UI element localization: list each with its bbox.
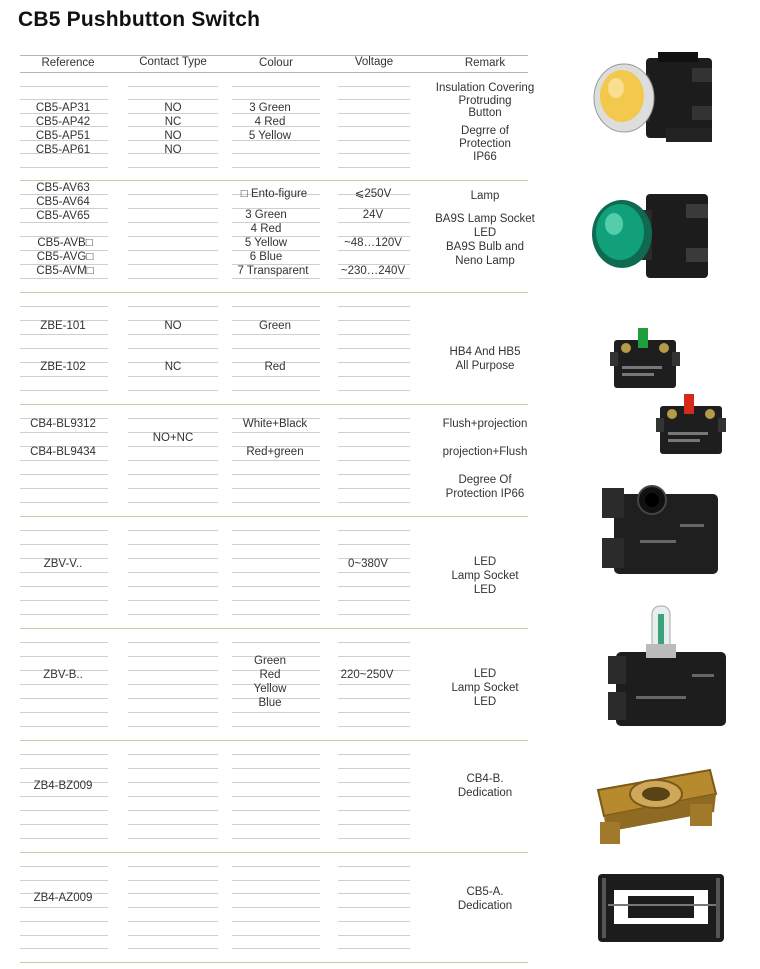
colour-cell: Blue: [258, 697, 282, 709]
row-rule: [338, 782, 410, 783]
row-rule: [20, 348, 108, 349]
row-rule: [232, 572, 320, 573]
colour-cell: 6 Blue: [249, 251, 283, 263]
row-rule: [338, 684, 410, 685]
row-rule: [20, 306, 108, 307]
contact-cell: NO: [164, 130, 182, 142]
row-rule: [232, 348, 320, 349]
remark-line: Dedication: [457, 900, 513, 912]
row-rule: [128, 376, 218, 377]
row-rule: [20, 948, 108, 949]
ref-cell: ZBV-V..: [43, 558, 83, 570]
mounting-base-zb4az009-image: [594, 868, 729, 948]
row-rule: [128, 698, 218, 699]
row-rule: [128, 614, 218, 615]
voltage-cell: 0~380V: [348, 558, 388, 570]
ref-cell: CB5-AP51: [35, 130, 91, 142]
row-rule: [338, 838, 410, 839]
contact-block-green-image: [608, 326, 683, 391]
row-rule: [338, 935, 410, 936]
row-rule: [338, 656, 410, 657]
row-rule: [232, 866, 320, 867]
ref-cell: CB5-AP61: [35, 144, 91, 156]
row-rule: [232, 838, 320, 839]
led-lamp-holder-zbvm3-image: [606, 604, 731, 729]
row-rule: [232, 614, 320, 615]
row-rule: [232, 712, 320, 713]
row-rule: [338, 306, 410, 307]
row-rule: [20, 712, 108, 713]
row-rule: [232, 921, 320, 922]
row-rule: [20, 502, 108, 503]
row-rule: [338, 754, 410, 755]
remark-line: LED: [473, 556, 497, 568]
row-rule: [128, 824, 218, 825]
row-rule: [20, 921, 108, 922]
remark-line: BA9S Bulb and: [445, 241, 524, 253]
ref-cell: CB5-AVM□: [36, 265, 94, 277]
contact-block-red-image: [654, 392, 729, 457]
ref-cell: CB5-AV63: [36, 182, 90, 194]
row-rule: [338, 544, 410, 545]
ref-cell: ZBE-101: [40, 320, 86, 332]
row-rule: [20, 530, 108, 531]
row-rule: [338, 376, 410, 377]
row-rule: [128, 880, 218, 881]
header-top-rule: [20, 55, 528, 56]
row-rule: [128, 838, 218, 839]
ref-cell: CB5-AVG□: [36, 251, 94, 263]
row-rule: [128, 907, 218, 908]
colour-cell: Red+green: [246, 446, 304, 458]
colour-cell: 4 Red: [250, 223, 282, 235]
row-rule: [128, 502, 218, 503]
row-rule: [20, 796, 108, 797]
row-rule: [338, 446, 410, 447]
colour-cell: Red: [264, 361, 286, 373]
row-rule: [20, 572, 108, 573]
row-rule: [20, 907, 108, 908]
row-rule: [338, 153, 410, 154]
header-colour: Colour: [259, 57, 293, 69]
row-rule: [20, 824, 108, 825]
row-rule: [128, 684, 218, 685]
group-divider: [20, 740, 528, 741]
remark-line: Lamp Socket: [451, 682, 519, 694]
row-rule: [338, 418, 410, 419]
pilot-lamp-green-image: [586, 182, 716, 292]
ref-cell: CB5-AP42: [35, 116, 91, 128]
row-rule: [232, 796, 320, 797]
remark-line: Dedication: [457, 787, 513, 799]
row-rule: [128, 754, 218, 755]
row-rule: [232, 782, 320, 783]
row-rule: [20, 642, 108, 643]
pushbutton-yellow-image: [588, 48, 718, 148]
row-rule: [232, 86, 320, 87]
row-rule: [338, 140, 410, 141]
group-divider: [20, 962, 528, 963]
header-remark: Remark: [464, 57, 506, 69]
row-rule: [232, 306, 320, 307]
row-rule: [232, 880, 320, 881]
remark-line: LED: [473, 668, 497, 680]
row-rule: [338, 222, 410, 223]
header-contact-type: Contact Type: [139, 56, 207, 68]
row-rule: [20, 600, 108, 601]
row-rule: [232, 893, 320, 894]
row-rule: [232, 754, 320, 755]
row-rule: [20, 586, 108, 587]
row-rule: [128, 418, 218, 419]
row-rule: [20, 684, 108, 685]
header-reference: Reference: [41, 57, 95, 69]
row-rule: [20, 866, 108, 867]
row-rule: [232, 460, 320, 461]
remark-line: IP66: [473, 151, 497, 163]
row-rule: [338, 432, 410, 433]
colour-cell: Yellow: [253, 683, 287, 695]
ref-cell: ZBV-B..: [43, 669, 83, 681]
group-divider: [20, 292, 528, 293]
row-rule: [338, 99, 410, 100]
row-rule: [20, 460, 108, 461]
ref-cell: CB5-AV64: [36, 196, 90, 208]
row-rule: [338, 921, 410, 922]
row-rule: [20, 656, 108, 657]
voltage-cell: 220~250V: [340, 669, 394, 681]
ref-cell: CB4-BL9434: [30, 446, 96, 458]
row-rule: [20, 880, 108, 881]
row-rule: [20, 99, 108, 100]
remark-line: Flush+projection: [442, 418, 528, 430]
row-rule: [232, 907, 320, 908]
row-rule: [128, 921, 218, 922]
lamp-holder-zbv6-image: [600, 478, 725, 578]
contact-cell: NO: [164, 102, 182, 114]
colour-cell: □ Ento-figure: [240, 188, 308, 200]
remark-line: HB4 And HB5: [449, 346, 521, 358]
row-rule: [128, 390, 218, 391]
ref-cell: CB5-AV65: [36, 210, 90, 222]
remark-line: Neno Lamp: [455, 255, 515, 267]
row-rule: [20, 698, 108, 699]
row-rule: [338, 320, 410, 321]
row-rule: [232, 153, 320, 154]
row-rule: [128, 796, 218, 797]
row-rule: [128, 86, 218, 87]
row-rule: [338, 726, 410, 727]
remark-line: Button: [468, 107, 502, 119]
row-rule: [128, 236, 218, 237]
row-rule: [128, 782, 218, 783]
row-rule: [232, 768, 320, 769]
contact-cell: NC: [164, 361, 182, 373]
remark-line: LED: [473, 227, 497, 239]
row-rule: [232, 586, 320, 587]
colour-cell: 5 Yellow: [248, 130, 292, 142]
row-rule: [128, 726, 218, 727]
row-rule: [128, 460, 218, 461]
row-rule: [338, 698, 410, 699]
row-rule: [20, 86, 108, 87]
row-rule: [128, 866, 218, 867]
colour-cell: Green: [259, 320, 291, 332]
row-rule: [20, 278, 108, 279]
row-rule: [20, 838, 108, 839]
row-rule: [128, 642, 218, 643]
remark-line: Insulation Covering: [435, 82, 535, 94]
row-rule: [338, 614, 410, 615]
row-rule: [338, 113, 410, 114]
row-rule: [232, 488, 320, 489]
row-rule: [128, 935, 218, 936]
remark-line: Lamp: [470, 190, 500, 202]
row-rule: [232, 502, 320, 503]
colour-cell: 4 Red: [254, 116, 286, 128]
voltage-cell: ~230…240V: [340, 265, 406, 277]
row-rule: [128, 474, 218, 475]
voltage-cell: ~48…120V: [344, 237, 402, 249]
header-voltage: Voltage: [354, 56, 394, 68]
row-rule: [20, 167, 108, 168]
ref-cell: ZB4-AZ009: [33, 892, 93, 904]
remark-line: CB5-A.: [466, 886, 504, 898]
row-rule: [128, 250, 218, 251]
row-rule: [128, 530, 218, 531]
row-rule: [128, 572, 218, 573]
remark-line: Degree Of: [458, 474, 512, 486]
ref-cell: ZB4-BZ009: [33, 780, 93, 792]
row-rule: [338, 502, 410, 503]
ref-cell: CB5-AVB□: [37, 237, 93, 249]
row-rule: [338, 167, 410, 168]
row-rule: [338, 712, 410, 713]
row-rule: [128, 446, 218, 447]
row-rule: [128, 544, 218, 545]
row-rule: [338, 250, 410, 251]
ref-cell: CB4-BL9312: [30, 418, 96, 430]
row-rule: [20, 614, 108, 615]
row-rule: [338, 642, 410, 643]
row-rule: [232, 530, 320, 531]
contact-cell: NO: [164, 320, 182, 332]
row-rule: [338, 530, 410, 531]
group-divider: [20, 628, 528, 629]
page-title: CB5 Pushbutton Switch: [18, 8, 261, 31]
row-rule: [20, 726, 108, 727]
row-rule: [338, 907, 410, 908]
row-rule: [128, 558, 218, 559]
remark-line: Degrre of: [461, 125, 509, 137]
row-rule: [232, 390, 320, 391]
remark-line: BA9S Lamp Socket: [435, 213, 535, 225]
row-rule: [128, 99, 218, 100]
row-rule: [232, 167, 320, 168]
colour-cell: Green: [254, 655, 286, 667]
row-rule: [128, 948, 218, 949]
colour-cell: 3 Green: [249, 102, 291, 114]
remark-line: All Purpose: [455, 360, 515, 372]
row-rule: [338, 880, 410, 881]
voltage-cell: ⩽250V: [354, 188, 392, 200]
row-rule: [128, 656, 218, 657]
row-rule: [20, 544, 108, 545]
row-rule: [128, 194, 218, 195]
row-rule: [338, 600, 410, 601]
row-rule: [232, 824, 320, 825]
row-rule: [338, 810, 410, 811]
row-rule: [128, 586, 218, 587]
row-rule: [20, 488, 108, 489]
row-rule: [20, 376, 108, 377]
row-rule: [128, 893, 218, 894]
row-rule: [338, 796, 410, 797]
row-rule: [232, 726, 320, 727]
row-rule: [338, 824, 410, 825]
voltage-cell: 24V: [362, 209, 384, 221]
colour-cell: White+Black: [242, 418, 308, 430]
row-rule: [232, 948, 320, 949]
row-rule: [338, 460, 410, 461]
mounting-collar-zb4bz009-image: [590, 760, 720, 850]
group-divider: [20, 516, 528, 517]
group-divider: [20, 404, 528, 405]
row-rule: [338, 586, 410, 587]
colour-cell: 5 Yellow: [244, 237, 288, 249]
row-rule: [232, 558, 320, 559]
row-rule: [232, 334, 320, 335]
remark-line: Protection: [459, 138, 511, 150]
colour-cell: Red: [259, 669, 281, 681]
row-rule: [128, 712, 218, 713]
row-rule: [20, 390, 108, 391]
row-rule: [20, 432, 108, 433]
row-rule: [338, 362, 410, 363]
group-divider: [20, 852, 528, 853]
row-rule: [232, 474, 320, 475]
row-rule: [338, 278, 410, 279]
row-rule: [128, 167, 218, 168]
row-rule: [20, 810, 108, 811]
remark-line: CB4-B.: [466, 773, 504, 785]
row-rule: [20, 474, 108, 475]
row-rule: [338, 390, 410, 391]
row-rule: [338, 768, 410, 769]
row-rule: [20, 935, 108, 936]
row-rule: [128, 600, 218, 601]
row-rule: [128, 306, 218, 307]
row-rule: [232, 600, 320, 601]
row-rule: [128, 810, 218, 811]
row-rule: [20, 768, 108, 769]
row-rule: [232, 376, 320, 377]
row-rule: [338, 948, 410, 949]
row-rule: [232, 278, 320, 279]
colour-cell: 7 Transparent: [237, 265, 309, 277]
row-rule: [128, 334, 218, 335]
remark-line: Protruding: [458, 95, 512, 107]
ref-cell: ZBE-102: [40, 361, 86, 373]
remark-line: LED: [473, 584, 497, 596]
row-rule: [232, 642, 320, 643]
row-rule: [20, 334, 108, 335]
row-rule: [338, 474, 410, 475]
row-rule: [338, 334, 410, 335]
row-rule: [338, 572, 410, 573]
row-rule: [128, 488, 218, 489]
row-rule: [128, 348, 218, 349]
ref-cell: CB5-AP31: [35, 102, 91, 114]
remark-line: Protection IP66: [445, 488, 525, 500]
remark-line: Lamp Socket: [451, 570, 519, 582]
contact-cell: NO+NC: [152, 432, 194, 444]
row-rule: [338, 488, 410, 489]
row-rule: [128, 278, 218, 279]
row-rule: [338, 126, 410, 127]
row-rule: [338, 893, 410, 894]
row-rule: [338, 866, 410, 867]
colour-cell: 3 Green: [245, 209, 287, 221]
contact-cell: NC: [164, 116, 182, 128]
row-rule: [20, 754, 108, 755]
header-bottom-rule: [20, 72, 528, 73]
row-rule: [232, 935, 320, 936]
row-rule: [128, 222, 218, 223]
row-rule: [232, 99, 320, 100]
row-rule: [232, 544, 320, 545]
row-rule: [338, 348, 410, 349]
row-rule: [128, 208, 218, 209]
row-rule: [232, 810, 320, 811]
contact-cell: NO: [164, 144, 182, 156]
row-rule: [128, 670, 218, 671]
remark-line: LED: [473, 696, 497, 708]
row-rule: [232, 432, 320, 433]
remark-line: projection+Flush: [442, 446, 528, 458]
row-rule: [128, 768, 218, 769]
row-rule: [128, 264, 218, 265]
row-rule: [338, 86, 410, 87]
